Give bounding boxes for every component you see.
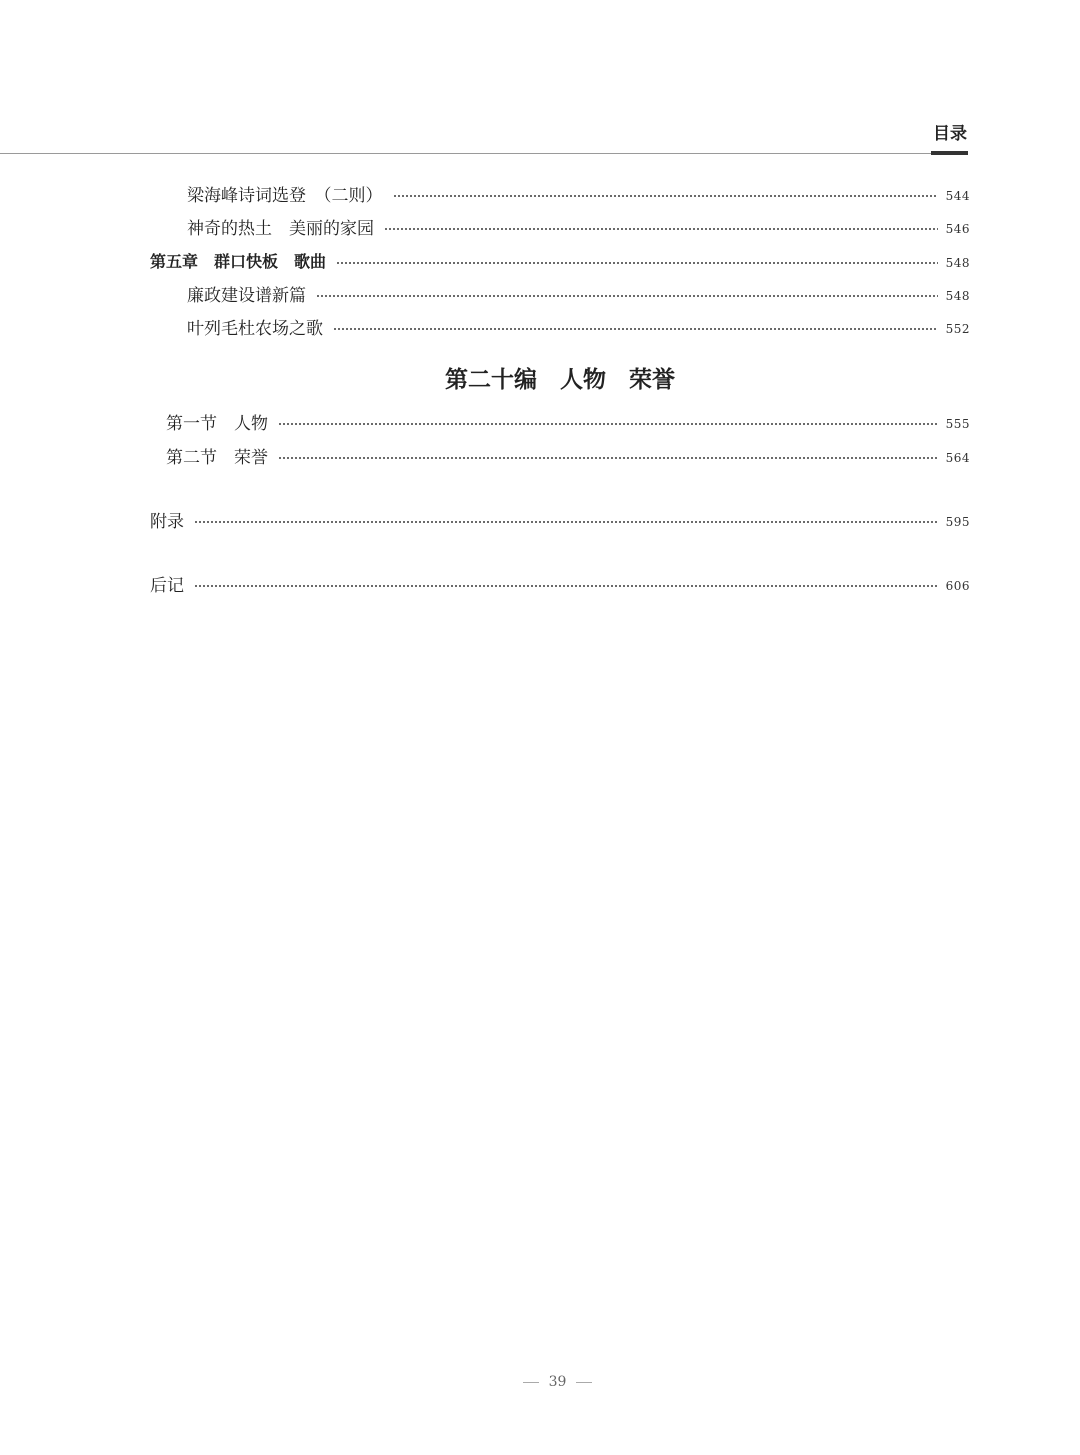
toc-entry-title: 后记 xyxy=(150,575,184,596)
toc-chapter-entry[interactable] xyxy=(0,248,970,272)
toc-entry-page: 595 xyxy=(945,515,970,529)
dot-leader xyxy=(316,295,938,297)
toc-section-entry[interactable] xyxy=(0,443,970,467)
toc-entry-page: 546 xyxy=(945,222,970,236)
toc-entry-title: 叶列毛杜农场之歌 xyxy=(187,318,323,339)
header-rule xyxy=(0,153,968,154)
dot-leader xyxy=(336,262,938,264)
dot-leader xyxy=(194,585,938,587)
page-number: 39 xyxy=(548,1374,567,1390)
toc-entry-title: 附录 xyxy=(150,511,184,532)
page-footer xyxy=(0,1374,1080,1390)
footer-dash-left xyxy=(523,1382,539,1383)
part-heading: 第二十编 人物 荣誉 xyxy=(445,366,675,393)
toc-entry-title: 廉政建设谱新篇 xyxy=(187,285,306,306)
toc-entry[interactable] xyxy=(0,281,970,305)
toc-entry-page: 548 xyxy=(945,289,970,303)
footer-dash-right xyxy=(576,1382,592,1383)
toc-entry-page: 548 xyxy=(945,256,970,270)
toc-entry[interactable] xyxy=(0,214,970,238)
dot-leader xyxy=(194,521,938,523)
toc-entry-title: 第一节 人物 xyxy=(166,413,268,434)
header-accent-bar xyxy=(931,151,968,155)
dot-leader xyxy=(333,328,938,330)
toc-section-entry[interactable] xyxy=(0,409,970,433)
toc-entry-page: 555 xyxy=(945,417,970,431)
toc-entry-page: 606 xyxy=(945,579,970,593)
dot-leader xyxy=(278,423,938,425)
toc-entry-title: 第二节 荣誉 xyxy=(166,447,268,468)
dot-leader xyxy=(393,195,938,197)
toc-top-entry[interactable] xyxy=(0,571,970,595)
toc-entry-page: 564 xyxy=(945,451,970,465)
header-title: 目录 xyxy=(933,124,967,144)
toc-entry-title: 第五章 群口快板 歌曲 xyxy=(150,251,327,271)
toc-entry[interactable] xyxy=(0,181,970,205)
toc-entry[interactable] xyxy=(0,314,970,338)
toc-entry-page: 544 xyxy=(945,189,970,203)
toc-entry-page: 552 xyxy=(945,322,970,336)
dot-leader xyxy=(278,457,938,459)
toc-entry-title: 梁海峰诗词选登 （二则） xyxy=(187,185,383,206)
toc-top-entry[interactable] xyxy=(0,507,970,531)
dot-leader xyxy=(384,228,938,230)
toc-entry-title: 神奇的热土 美丽的家园 xyxy=(187,218,374,239)
